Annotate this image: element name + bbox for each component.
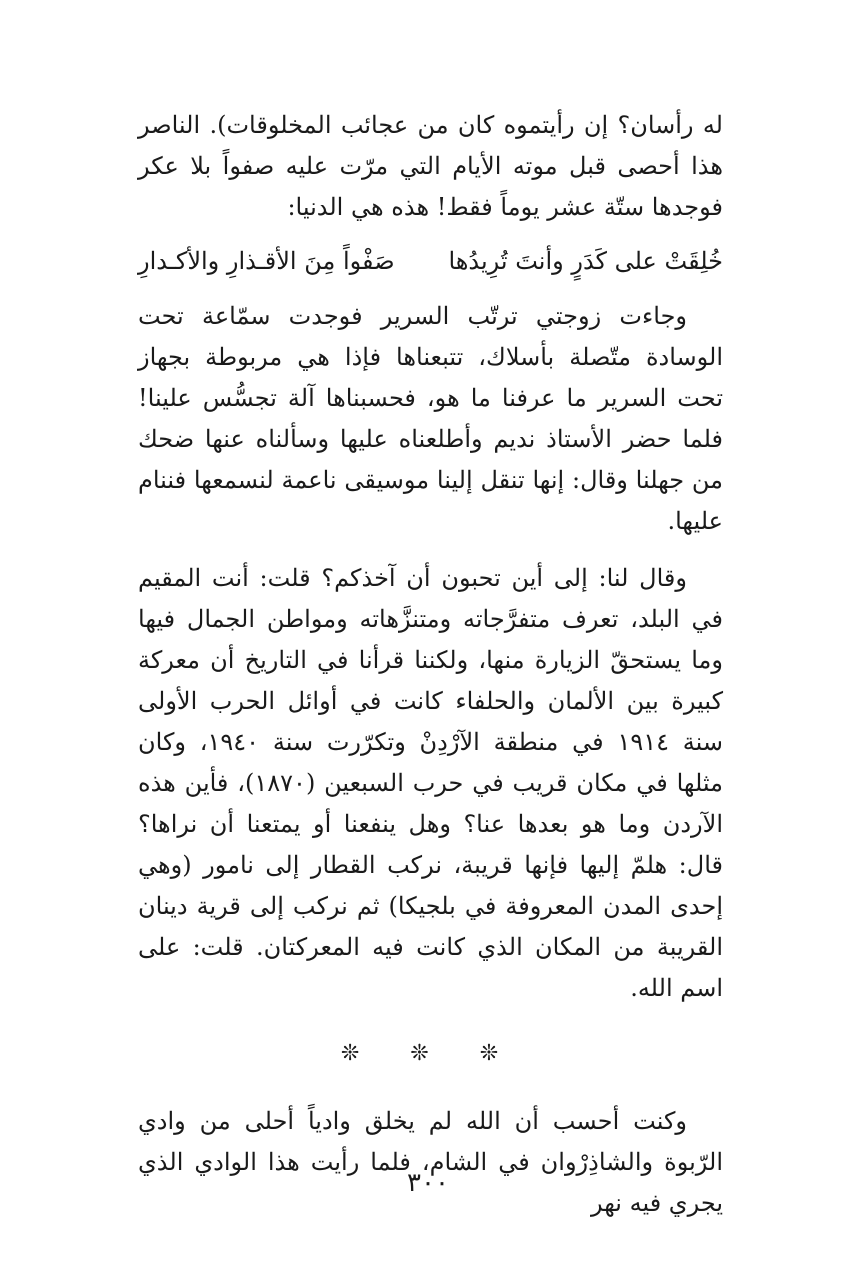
poem-first-hemistich: خُلِقَتْ على كَدَرٍ وأنتَ تُرِيدُها — [448, 247, 723, 275]
poem-second-hemistich: صَفْواً مِنَ الأقـذارِ والأكـدارِ — [138, 247, 395, 275]
paragraph-2: وجاءت زوجتي ترتّب السرير فوجدت سمّاعة تحت الوسادة متّصلة بأسلاك، تتبعناها فإذا هي مربوطة بجهاز تحت السرير ما عرفنا ما هو، فحسبناها آلة تجسُّس علينا! فلما حضر الأستاذ نديم وأطلعناه عليها وسألناه عنها ضحك من جهلنا وقال: إنها تنقل إلينا موسيقى ناعمة لنسمعها فننام عليها. — [138, 302, 723, 535]
poem-verse — [138, 241, 723, 282]
page-number: ٣٠٠ — [407, 1168, 449, 1198]
paragraph-3: وقال لنا: إلى أين تحبون أن آخذكم؟ قلت: أنت المقيم في البلد، تعرف متفرَّجاته ومتنزَّهاته ومواطن الجمال فيها وما يستحقّ الزيارة منها، ولكننا قرأنا في التاريخ أن معركة كبيرة بين الألمان والحلفاء كانت في أوائل الحرب الأولى سنة ١٩١٤ في منطقة الآرْدِنْ وتكرّرت سنة ١٩٤٠، وكان مثلها في مكان قريب في حرب السبعين (١٨٧٠)، فأين هذه الآردن وما هو بعدها عنا؟ وهل ينفعنا أو يمتعنا أن نراها؟ قال: هلمّ إليها فإنها قريبة، نركب القطار إلى نامور (وهي إحدى المدن المعروفة في بلجيكا) ثم نركب إلى قرية دينان القريبة من المكان الذي كانت فيه المعركتان. قلت: على اسم الله. — [138, 564, 723, 1002]
paragraph-1: له رأسان؟ إن رأيتموه كان من عجائب المخلوقات). الناصر هذا أحصى قبل موته الأيام التي مرّت عليه صفواً بلا عكر فوجدها ستّة عشر يوماً فقط! هذه هي الدنيا: — [138, 111, 723, 221]
paragraph-4: وكنت أحسب أن الله لم يخلق وادياً أحلى من وادي الرّبوة والشاذِرْوان في الشام، فلما رأيت هذا الوادي الذي يجري فيه نهر — [138, 1107, 723, 1217]
page-body — [138, 105, 723, 1224]
section-separator: ❊ ❊ ❊ — [340, 1041, 521, 1066]
